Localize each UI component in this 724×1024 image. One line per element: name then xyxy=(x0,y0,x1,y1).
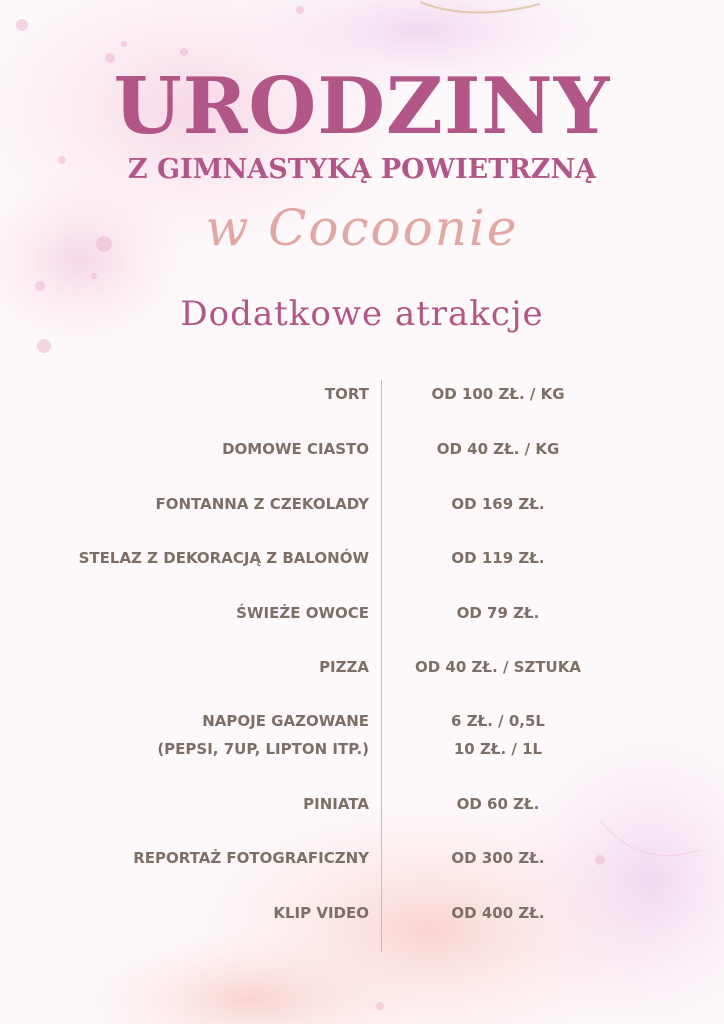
item-price: OD 79 ZŁ. xyxy=(456,604,540,622)
item-price: OD 119 ZŁ. xyxy=(451,549,545,567)
column-divider xyxy=(381,380,382,952)
item-name: REPORTAŻ FOTOGRAFICZNY xyxy=(133,849,369,867)
item-price: OD 300 ZŁ. xyxy=(451,849,545,867)
item-name: ŚWIEŻE OWOCE xyxy=(236,604,369,622)
item-name: STELAZ Z DEKORACJĄ Z BALONÓW xyxy=(78,549,369,567)
item-name: NAPOJE GAZOWANE (PEPSI, 7UP, LIPTON ITP.) xyxy=(157,712,369,758)
item-price: OD 40 ZŁ. / KG xyxy=(436,440,560,458)
item-name: DOMOWE CIASTO xyxy=(222,440,369,458)
item-name: FONTANNA Z CZEKOLADY xyxy=(155,495,369,513)
item-price: 6 ZŁ. / 0,5L 10 ZŁ. / 1L xyxy=(451,712,545,758)
item-name: PIZZA xyxy=(319,658,369,676)
item-name: PINIATA xyxy=(303,795,369,813)
item-price: OD 100 ZŁ. / KG xyxy=(431,385,565,403)
item-price: OD 40 ZŁ. / SZTUKA xyxy=(415,658,581,676)
item-name: TORT xyxy=(324,385,369,403)
item-name: KLIP VIDEO xyxy=(273,904,369,922)
item-price: OD 400 ZŁ. xyxy=(451,904,545,922)
item-price: OD 60 ZŁ. xyxy=(456,795,540,813)
page-subtitle: Z GIMNASTYKĄ POWIETRZNĄ xyxy=(127,154,597,185)
script-tagline: w Cocoonie xyxy=(205,199,519,257)
item-price: OD 169 ZŁ. xyxy=(451,495,545,513)
section-title: Dodatkowe atrakcje xyxy=(180,294,544,334)
page-title: URODZINY xyxy=(113,61,611,152)
